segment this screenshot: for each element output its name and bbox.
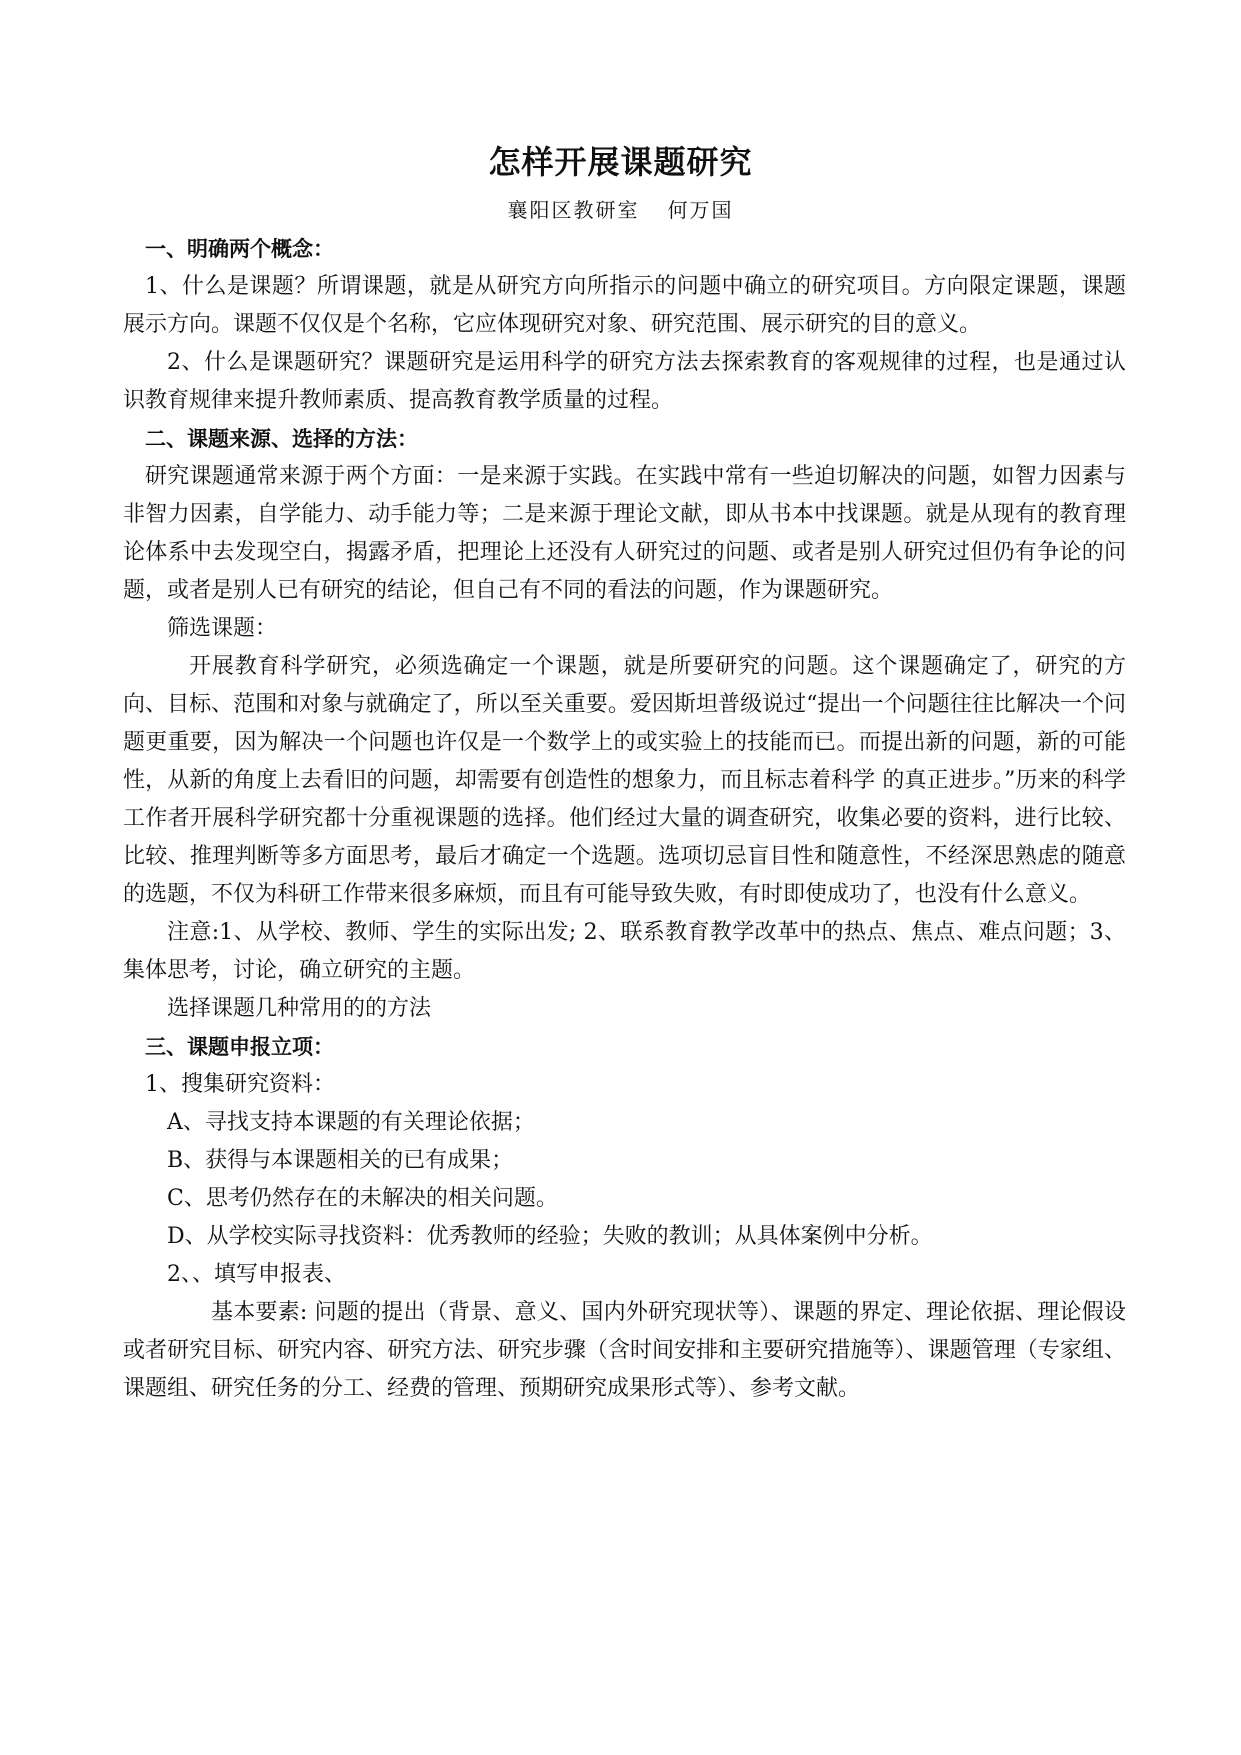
- section-3-item-b: B、获得与本课题相关的已有成果；: [167, 1148, 514, 1173]
- section-3-item-a: A、寻找支持本课题的有关理论依据；: [167, 1110, 535, 1135]
- author-line: [0, 196, 1241, 224]
- document-title: 怎样开展课题研究: [488, 143, 753, 181]
- section-1-paragraph-1: 1、什么是课题？所谓课题，就是从研究方向所指示的问题中确立的研究项目。方向限定课题，课题展示方向。课题不仅仅是个名称，它应体现研究对象、研究范围、展示研究的目的意义。: [123, 274, 1126, 337]
- section-2-paragraph-1: 研究课题通常来源于两个方面：一是来源于实践。在实践中常有一些迫切解决的问题，如智力因素与非智力因素，自学能力、动手能力等；二是来源于理论文献，即从书本中找课题。就是从现有的教育理论体系中去发现空白，揭露矛盾，把理论上还没有人研究过的问题、或者是别人研究过但仍有争论的问题，或者是别人已有研究的结论，但自己有不同的看法的问题，作为课题研究。: [123, 464, 1126, 603]
- section-2-paragraph-2: 开展教育科学研究，必须选确定一个课题，就是所要研究的问题。这个课题确定了，研究的方向、目标、范围和对象与就确定了，所以至关重要。爱因斯坦普级说过“提出一个问题往往比解决一个问题更重要，因为解决一个问题也许仅是一个数学上的或实验上的技能而已。而提出新的问题，新的可能性，从新的角度上去看旧的问题，却需要有创造性的想象力，而且标志着科学 的真正进步。”历来的科学工作者开展科学研究都十分重视课题的选择。他们经过大量的调查研究，收集必要的资料，进行比较、比较、推理判断等多方面思考，最后才确定一个选题。选项切忌盲目性和随意性，不经深思熟虑的随意的选题，不仅为科研工作带来很多麻烦，而且有可能导致失败，有时即使成功了，也没有什么意义。: [123, 654, 1126, 907]
- section-2-subheading: 筛选课题：: [167, 616, 278, 641]
- section-3-item-2: 2、、填写申报表、: [167, 1262, 346, 1287]
- section-2-heading: 二、课题来源、选择的方法：: [145, 427, 418, 451]
- section-3-heading: 三、课题申报立项：: [145, 1035, 334, 1059]
- section-2-methods: 选择课题几种常用的的方法: [167, 996, 432, 1021]
- section-3-item-1: 1、搜集研究资料：: [145, 1072, 335, 1097]
- section-1-paragraph-2: 2、什么是课题研究？课题研究是运用科学的研究方法去探索教育的客观规律的过程，也是通过认识教育规律来提升教师素质、提高教育教学质量的过程。: [123, 350, 1126, 413]
- section-3-item-c: C、思考仍然存在的未解决的相关问题。: [167, 1186, 558, 1211]
- section-1-heading: 一、明确两个概念：: [145, 237, 334, 261]
- document-body: [123, 230, 1126, 1408]
- section-3-paragraph: 基本要素: 问题的提出（背景、意义、国内外研究现状等）、课题的界定、理论依据、理论假设或者研究目标、研究内容、研究方法、研究步骤（含时间安排和主要研究措施等）、课题管理（专家组、课题组、研究任务的分工、经费的管理、预期研究成果形式等）、参考文献。: [123, 1300, 1126, 1401]
- author-org: 襄阳区教研室: [507, 198, 640, 222]
- section-2-note: 注意:1、从学校、教师、学生的实际出发; 2、联系教育教学改革中的热点、焦点、难点问题；3、集体思考，讨论，确立研究的主题。: [123, 920, 1126, 983]
- section-3-item-d: D、从学校实际寻找资料：优秀教师的经验；失败的教训；从具体案例中分析。: [167, 1224, 933, 1249]
- author-name: 何万国: [667, 198, 734, 222]
